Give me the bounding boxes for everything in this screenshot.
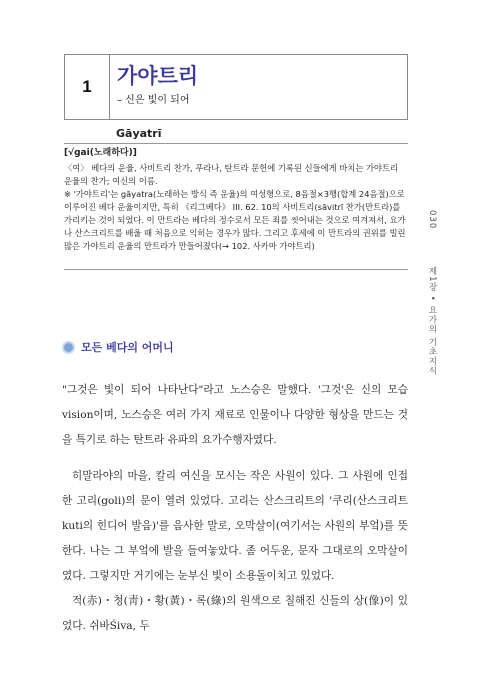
definition-block bbox=[64, 147, 408, 253]
body-paragraph: 적(赤)・청(靑)・황(黃)・록(綠)의 원색으로 칠해진 신들의 상(像)이 있었다. 쉬바Śiva, 두 bbox=[62, 595, 408, 632]
body-paragraph: 히말라야의 마을, 칼리 여신을 모시는 작은 사원이 있다. 그 사원에 인접한 고리(goli)의 문이 열려 있었다. 고리는 산스크리트의 '쿠리(산스크리트 kuti의 힌디어 발음)'를 음사한 말로, 오막살이(여기서는 사원의 부엌)를 뜻한다. 나는 그 부엌에 발을 들여놓았다. 좀 어두운, 문자 그대로의 오막살이였다. 그렇지만 거기에는 눈부신 빛이 소용돌이치고 있었다. bbox=[62, 470, 408, 582]
circle-bullet-icon bbox=[62, 341, 75, 354]
entry-subtitle: – 신은 빛이 되어 bbox=[117, 95, 190, 106]
chapter-running-head: 제1장 • 요가의 기초지식 bbox=[427, 266, 437, 376]
entry-title: 가야트리 bbox=[117, 64, 199, 88]
romanized-title: Gāyatrī bbox=[116, 127, 162, 140]
chapter-header-box bbox=[64, 54, 408, 120]
page-number: 030 bbox=[427, 210, 437, 230]
section-title: 모든 베다의 어머니 bbox=[81, 341, 174, 354]
definition-top-rule bbox=[64, 143, 408, 144]
etymology-root: [√gai(노래하다)] bbox=[64, 148, 137, 158]
body-text bbox=[62, 378, 408, 639]
chapter-number: 1 bbox=[65, 55, 110, 119]
title-area bbox=[117, 63, 198, 106]
side-page-label bbox=[426, 210, 438, 376]
definition-line: 〈여〉 베다의 운율, 사비트리 찬가, 푸라나, 탄트라 문헌에 기록된 신들에게 바치는 가야트리 운율의 찬가; 여신의 이름. bbox=[64, 163, 399, 186]
definition-bottom-rule bbox=[64, 269, 408, 270]
definition-note: ※ '가야트리'는 gāyatra(노래하는 방식 즉 운율)의 여성형으로, 8음절×3행(합계 24음절)으로 이루어진 베다 운율이지만, 특히 《리그베다》 III. 62. 10의 사비트리(sāvitrī 찬가(만트라)를 가리키는 것이 되었다. 이 만트라는 베다의 정수로서 모든 죄를 씻어내는 것으로 여겨져서, 요가나 산스크리트를 배울 때 처음으로 익히는 경우가 많다. 그리고 후세에 이 만트라의 권위를 빌린 많은 가야트리 운율의 만트라가 만들어졌다(→ 102. 사카마 가야트리) bbox=[64, 189, 406, 251]
section-heading bbox=[62, 339, 174, 355]
body-paragraph: "그것은 빛이 되어 나타난다"라고 노스승은 말했다. '그것'은 신의 모습vision이며, 노스승은 여러 가지 재료로 인물이나 다양한 형상을 만드는 것을 특기로 하는 탄트라 유파의 요가수행자였다. bbox=[62, 384, 408, 446]
